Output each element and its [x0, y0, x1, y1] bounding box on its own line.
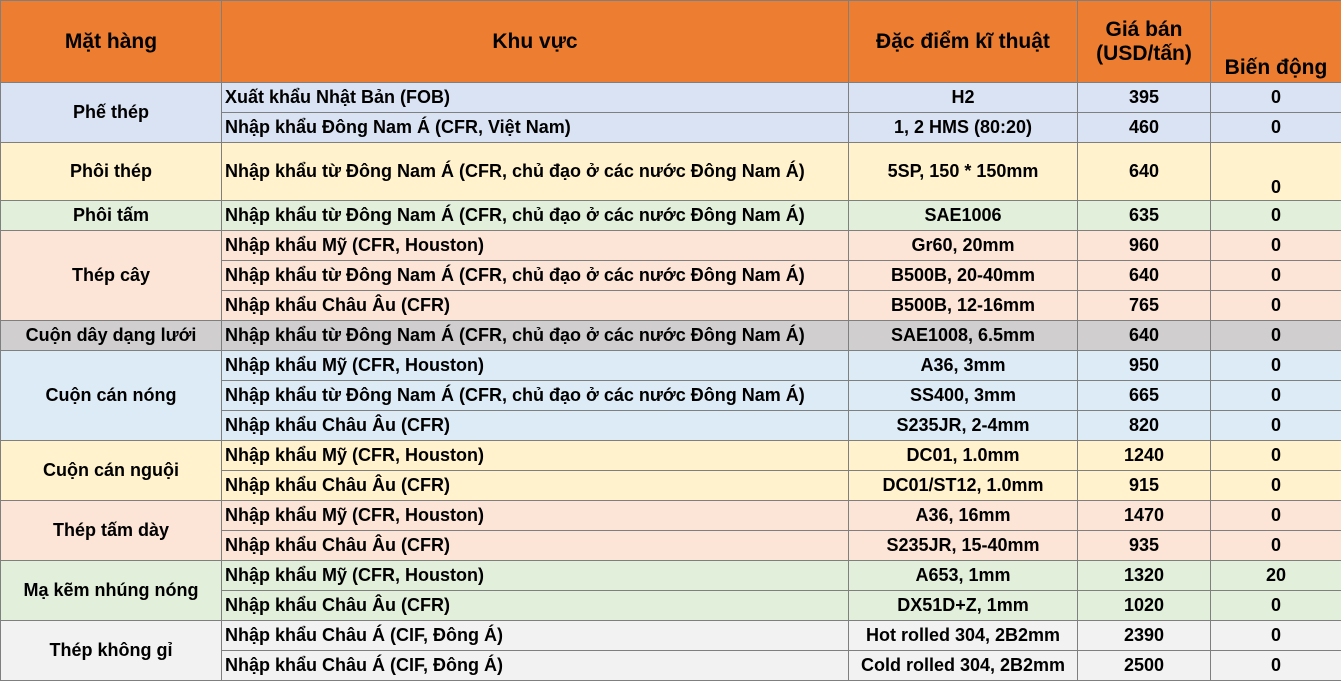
price-cell: 1320 — [1078, 561, 1211, 591]
spec-cell: Hot rolled 304, 2B2mm — [849, 621, 1078, 651]
change-cell: 0 — [1211, 591, 1341, 621]
region-cell: Nhập khẩu Châu Á (CIF, Đông Á) — [222, 651, 849, 681]
commodity-cell: Thép không gỉ — [1, 621, 222, 681]
region-cell: Nhập khẩu Châu Âu (CFR) — [222, 411, 849, 441]
price-cell: 765 — [1078, 291, 1211, 321]
region-cell: Nhập khẩu Mỹ (CFR, Houston) — [222, 441, 849, 471]
price-cell: 640 — [1078, 261, 1211, 291]
price-cell: 635 — [1078, 201, 1211, 231]
region-cell: Nhập khẩu Mỹ (CFR, Houston) — [222, 561, 849, 591]
change-cell: 0 — [1211, 143, 1341, 201]
region-cell: Nhập khẩu từ Đông Nam Á (CFR, chủ đạo ở các nước Đông Nam Á) — [222, 143, 849, 201]
commodity-cell: Mạ kẽm nhúng nóng — [1, 561, 222, 621]
spec-cell: A36, 3mm — [849, 351, 1078, 381]
spec-cell: SAE1008, 6.5mm — [849, 321, 1078, 351]
table-row — [1, 321, 1341, 351]
region-cell: Nhập khẩu Châu Âu (CFR) — [222, 531, 849, 561]
change-cell: 0 — [1211, 231, 1341, 261]
spec-cell: H2 — [849, 83, 1078, 113]
price-cell: 950 — [1078, 351, 1211, 381]
spec-cell: A653, 1mm — [849, 561, 1078, 591]
table-body — [1, 83, 1341, 681]
change-cell: 0 — [1211, 83, 1341, 113]
region-cell: Nhập khẩu Đông Nam Á (CFR, Việt Nam) — [222, 113, 849, 143]
region-cell: Nhập khẩu Châu Á (CIF, Đông Á) — [222, 621, 849, 651]
region-cell: Nhập khẩu Mỹ (CFR, Houston) — [222, 501, 849, 531]
header-price — [1078, 1, 1211, 83]
table-row — [1, 83, 1341, 113]
spec-cell: DC01/ST12, 1.0mm — [849, 471, 1078, 501]
price-cell: 820 — [1078, 411, 1211, 441]
table-row — [1, 201, 1341, 231]
header-commodity: Mặt hàng — [1, 1, 222, 83]
price-cell: 960 — [1078, 231, 1211, 261]
change-cell: 0 — [1211, 471, 1341, 501]
table-row — [1, 351, 1341, 381]
spec-cell: A36, 16mm — [849, 501, 1078, 531]
region-cell: Nhập khẩu Châu Âu (CFR) — [222, 471, 849, 501]
commodity-cell: Phôi thép — [1, 143, 222, 201]
change-cell: 0 — [1211, 441, 1341, 471]
change-cell: 0 — [1211, 321, 1341, 351]
spec-cell: S235JR, 15-40mm — [849, 531, 1078, 561]
table-row — [1, 561, 1341, 591]
table-row — [1, 621, 1341, 651]
region-cell: Nhập khẩu Châu Âu (CFR) — [222, 591, 849, 621]
price-cell: 935 — [1078, 531, 1211, 561]
change-cell: 0 — [1211, 113, 1341, 143]
spec-cell: B500B, 12-16mm — [849, 291, 1078, 321]
change-cell: 0 — [1211, 411, 1341, 441]
spec-cell: 5SP, 150 * 150mm — [849, 143, 1078, 201]
price-cell: 2500 — [1078, 651, 1211, 681]
table-row — [1, 231, 1341, 261]
price-cell: 915 — [1078, 471, 1211, 501]
price-cell: 640 — [1078, 143, 1211, 201]
header-spec: Đặc điểm kĩ thuật — [849, 1, 1078, 83]
price-cell: 1240 — [1078, 441, 1211, 471]
price-cell: 665 — [1078, 381, 1211, 411]
spec-cell: Gr60, 20mm — [849, 231, 1078, 261]
price-cell: 1470 — [1078, 501, 1211, 531]
region-cell: Nhập khẩu Mỹ (CFR, Houston) — [222, 351, 849, 381]
commodity-cell: Phế thép — [1, 83, 222, 143]
header-price-line1: Giá bán — [1105, 17, 1183, 41]
commodity-cell: Cuộn dây dạng lưới — [1, 321, 222, 351]
spec-cell: DX51D+Z, 1mm — [849, 591, 1078, 621]
price-cell: 395 — [1078, 83, 1211, 113]
spec-cell: Cold rolled 304, 2B2mm — [849, 651, 1078, 681]
spec-cell: SS400, 3mm — [849, 381, 1078, 411]
region-cell: Xuất khẩu Nhật Bản (FOB) — [222, 83, 849, 113]
commodity-cell: Cuộn cán nguội — [1, 441, 222, 501]
spec-cell: DC01, 1.0mm — [849, 441, 1078, 471]
change-cell: 0 — [1211, 351, 1341, 381]
commodity-cell: Cuộn cán nóng — [1, 351, 222, 441]
region-cell: Nhập khẩu từ Đông Nam Á (CFR, chủ đạo ở các nước Đông Nam Á) — [222, 261, 849, 291]
change-cell: 0 — [1211, 531, 1341, 561]
header-change: Biến động — [1211, 1, 1341, 83]
region-cell: Nhập khẩu từ Đông Nam Á (CFR, chủ đạo ở các nước Đông Nam Á) — [222, 201, 849, 231]
change-cell: 20 — [1211, 561, 1341, 591]
spec-cell: SAE1006 — [849, 201, 1078, 231]
table-row — [1, 501, 1341, 531]
change-cell: 0 — [1211, 501, 1341, 531]
commodity-cell: Thép cây — [1, 231, 222, 321]
change-cell: 0 — [1211, 651, 1341, 681]
region-cell: Nhập khẩu Châu Âu (CFR) — [222, 291, 849, 321]
spec-cell: B500B, 20-40mm — [849, 261, 1078, 291]
change-cell: 0 — [1211, 621, 1341, 651]
price-cell: 460 — [1078, 113, 1211, 143]
spec-cell: S235JR, 2-4mm — [849, 411, 1078, 441]
spec-cell: 1, 2 HMS (80:20) — [849, 113, 1078, 143]
price-cell: 1020 — [1078, 591, 1211, 621]
price-cell: 2390 — [1078, 621, 1211, 651]
region-cell: Nhập khẩu Mỹ (CFR, Houston) — [222, 231, 849, 261]
region-cell: Nhập khẩu từ Đông Nam Á (CFR, chủ đạo ở các nước Đông Nam Á) — [222, 381, 849, 411]
header-row — [1, 1, 1341, 83]
price-cell: 640 — [1078, 321, 1211, 351]
table-row — [1, 441, 1341, 471]
change-cell: 0 — [1211, 201, 1341, 231]
header-region: Khu vực — [222, 1, 849, 83]
commodity-cell: Thép tấm dày — [1, 501, 222, 561]
region-cell: Nhập khẩu từ Đông Nam Á (CFR, chủ đạo ở các nước Đông Nam Á) — [222, 321, 849, 351]
change-cell: 0 — [1211, 381, 1341, 411]
commodity-cell: Phôi tấm — [1, 201, 222, 231]
table-row — [1, 143, 1341, 201]
header-price-line2: (USD/tấn) — [1096, 41, 1192, 65]
change-cell: 0 — [1211, 291, 1341, 321]
change-cell: 0 — [1211, 261, 1341, 291]
